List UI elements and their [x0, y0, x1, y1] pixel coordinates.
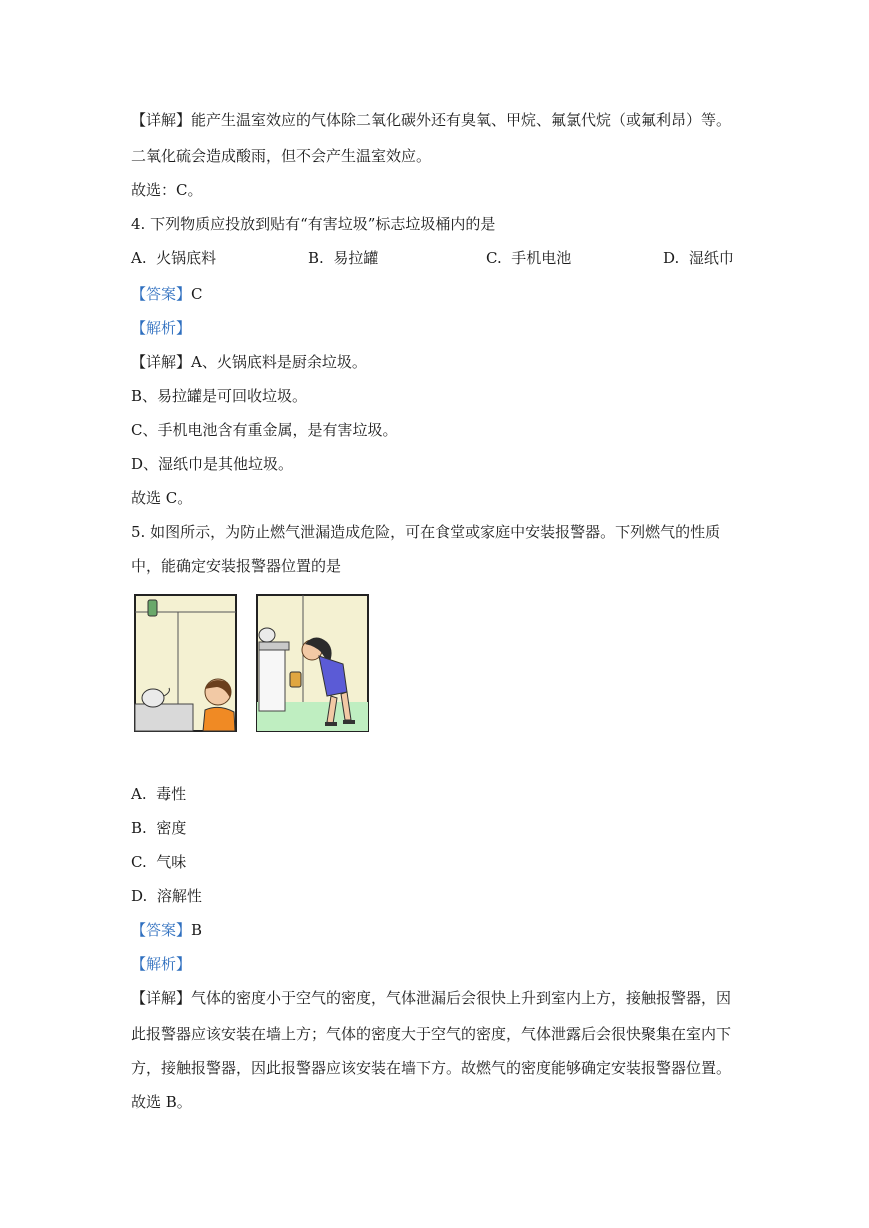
q4-choice: 故选 C。 — [131, 489, 193, 507]
option-text: 手机电池 — [511, 249, 572, 267]
option-text: 易拉罐 — [333, 249, 379, 267]
option-label: D. — [663, 249, 680, 267]
alarm-icon — [148, 600, 157, 616]
panel-alarm-low — [257, 595, 368, 731]
q4-option-b — [308, 248, 378, 268]
q5-option-b — [131, 818, 186, 838]
q5-option-a — [131, 784, 186, 804]
q4-option-d — [663, 248, 734, 268]
q3-choice: 故选：C。 — [131, 181, 203, 199]
answer-value: B — [191, 921, 203, 939]
q5-stem-line1: 5. 如图所示，为防止燃气泄漏造成危险，可在食堂或家庭中安装报警器。下列燃气的性质 — [131, 523, 721, 541]
q5-option-c — [131, 852, 186, 872]
detail-text: 气体的密度小于空气的密度，气体泄漏后会很快上升到室内上方，接触报警器，因 — [191, 989, 732, 1007]
option-label: B. — [131, 819, 147, 837]
stove-icon — [259, 649, 285, 711]
answer-tag: 【答案】 — [131, 921, 192, 939]
option-label: A. — [131, 785, 147, 803]
q5-stem-line2: 中，能确定安装报警器位置的是 — [131, 557, 342, 575]
kettle-icon — [142, 689, 164, 707]
q5-answer — [131, 920, 202, 940]
stove-icon — [135, 704, 193, 731]
detail-tag: 【详解】 — [131, 989, 192, 1007]
option-text: 毒性 — [156, 785, 187, 803]
detail-text: 能产生温室效应的气体除二氧化碳外还有臭氧、甲烷、氟氯代烷（或氟利昂）等。 — [191, 111, 732, 129]
q4-option-a — [131, 248, 216, 268]
q4-stem: 4. 下列物质应投放到贴有“有害垃圾”标志垃圾桶内的是 — [131, 215, 496, 233]
option-text: 火锅底料 — [156, 249, 217, 267]
q4-detail-line4: D、湿纸巾是其他垃圾。 — [131, 455, 294, 473]
pot-icon — [259, 628, 275, 642]
q5-detail-line1 — [131, 988, 731, 1008]
q4-detail-line2: B、易拉罐是可回收垃圾。 — [131, 387, 308, 405]
q5-analysis-tag: 【解析】 — [131, 955, 192, 973]
q4-analysis-tag: 【解析】 — [131, 319, 192, 337]
option-text: 气味 — [156, 853, 187, 871]
q4-answer — [131, 284, 203, 304]
q5-detail-line3: 方，接触报警器，因此报警器应该安装在墙下方。故燃气的密度能够确定安装报警器位置。 — [131, 1059, 732, 1077]
answer-tag: 【答案】 — [131, 285, 192, 303]
q5-detail-line2: 此报警器应该安装在墙上方；气体的密度大于空气的密度，气体泄露后会很快聚集在室内下 — [131, 1025, 732, 1043]
answer-value: C — [191, 285, 203, 303]
option-label: C. — [131, 853, 147, 871]
option-text: 密度 — [156, 819, 187, 837]
option-label: A. — [131, 249, 147, 267]
detail-text: A、火锅底料是厨余垃圾。 — [191, 353, 367, 371]
q4-option-c — [486, 248, 571, 268]
q5-choice: 故选 B。 — [131, 1093, 192, 1111]
boy-body — [203, 707, 235, 731]
option-label: C. — [486, 249, 502, 267]
detail-tag: 【详解】 — [131, 111, 192, 129]
option-text: 溶解性 — [156, 887, 202, 905]
q3-detail-line2: 二氧化硫会造成酸雨，但不会产生温室效应。 — [131, 147, 432, 165]
q5-option-d — [131, 886, 202, 906]
alarm-icon — [290, 672, 301, 687]
q3-detail-line1 — [131, 110, 731, 130]
option-label: D. — [131, 887, 148, 905]
panel-alarm-high — [135, 595, 236, 731]
option-label: B. — [308, 249, 324, 267]
detail-tag: 【详解】 — [131, 353, 192, 371]
q4-detail-line1 — [131, 352, 367, 372]
gas-alarm-illustration — [131, 592, 371, 738]
q4-detail-line3: C、手机电池含有重金属，是有害垃圾。 — [131, 421, 398, 439]
option-text: 湿纸巾 — [688, 249, 734, 267]
